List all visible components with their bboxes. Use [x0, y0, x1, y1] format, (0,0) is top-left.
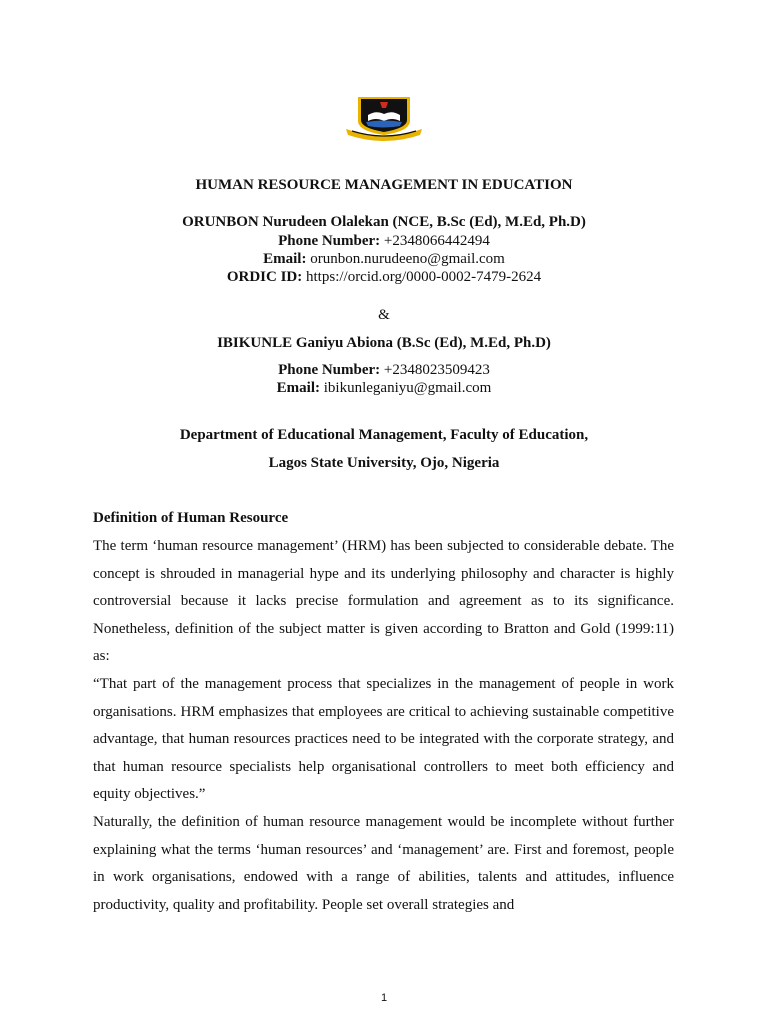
author2-email-line [0, 379, 768, 397]
author1-email-line [0, 250, 768, 268]
author2-name: IBIKUNLE Ganiyu Abiona (B.Sc (Ed), M.Ed, Ph.D) [217, 335, 551, 351]
section-body [93, 533, 674, 919]
paragraph-1: The term ‘human resource management’ (HRM) has been subjected to considerable debate. The concept is shrouded in managerial hype and its underlying philosophy and character is highly controversial because it lacks precise formulation and agreement as to its significance. Nonetheless, definition of the subject matter is given according to Bratton and Gold (1999:11) as: [93, 538, 674, 665]
author2-email-label: Email: [276, 380, 321, 396]
author-separator: & [378, 307, 390, 323]
author1-orcid-line [0, 268, 768, 286]
author2-email: ibikunleganiyu@gmail.com [323, 380, 492, 396]
paragraph-3: Naturally, the definition of human resource management would be incomplete without further explaining what the terms ‘human resources’ and ‘management’ are. First and foremost, people in work organisations, endowed with a range of abilities, talents and attitudes, influence productivity, quality and profitability. People set overall strategies and [93, 813, 674, 913]
document-title: HUMAN RESOURCE MANAGEMENT IN EDUCATION [195, 177, 573, 193]
author1-email-label: Email: [263, 251, 307, 267]
author1-phone-label: Phone Number: [278, 233, 381, 249]
affiliation-line1: Department of Educational Management, Faculty of Education, [179, 427, 589, 443]
author1-name: ORUNBON Nurudeen Olalekan (NCE, B.Sc (Ed), M.Ed, Ph.D) [182, 214, 586, 230]
author2-phone-label: Phone Number: [278, 362, 381, 378]
author1-phone: +2348066442494 [383, 233, 490, 249]
author1-email: orunbon.nurudeeno@gmail.com [310, 251, 505, 267]
author1-phone-line [0, 232, 768, 250]
affiliation-line2: Lagos State University, Ojo, Nigeria [268, 455, 500, 471]
author2-phone: +2348023509423 [383, 362, 490, 378]
author1-orcid-label: ORDIC ID: [226, 269, 303, 285]
paragraph-quote: “That part of the management process that specializes in the management of people in work organisations. HRM emphasizes that employees are critical to achieving sustainable competitive advantage, that human resources practices need to be integrated with the corporate strategy, and that human resource specialists help organisational controllers to meet both efficiency and equity objectives.” [93, 675, 674, 803]
author2-phone-line [0, 361, 768, 379]
section-heading: Definition of Human Resource [93, 510, 289, 526]
page-number: 1 [380, 992, 388, 1004]
author1-orcid: https://orcid.org/0000-0002-7479-2624 [306, 269, 542, 285]
university-crest-logo [344, 95, 424, 141]
